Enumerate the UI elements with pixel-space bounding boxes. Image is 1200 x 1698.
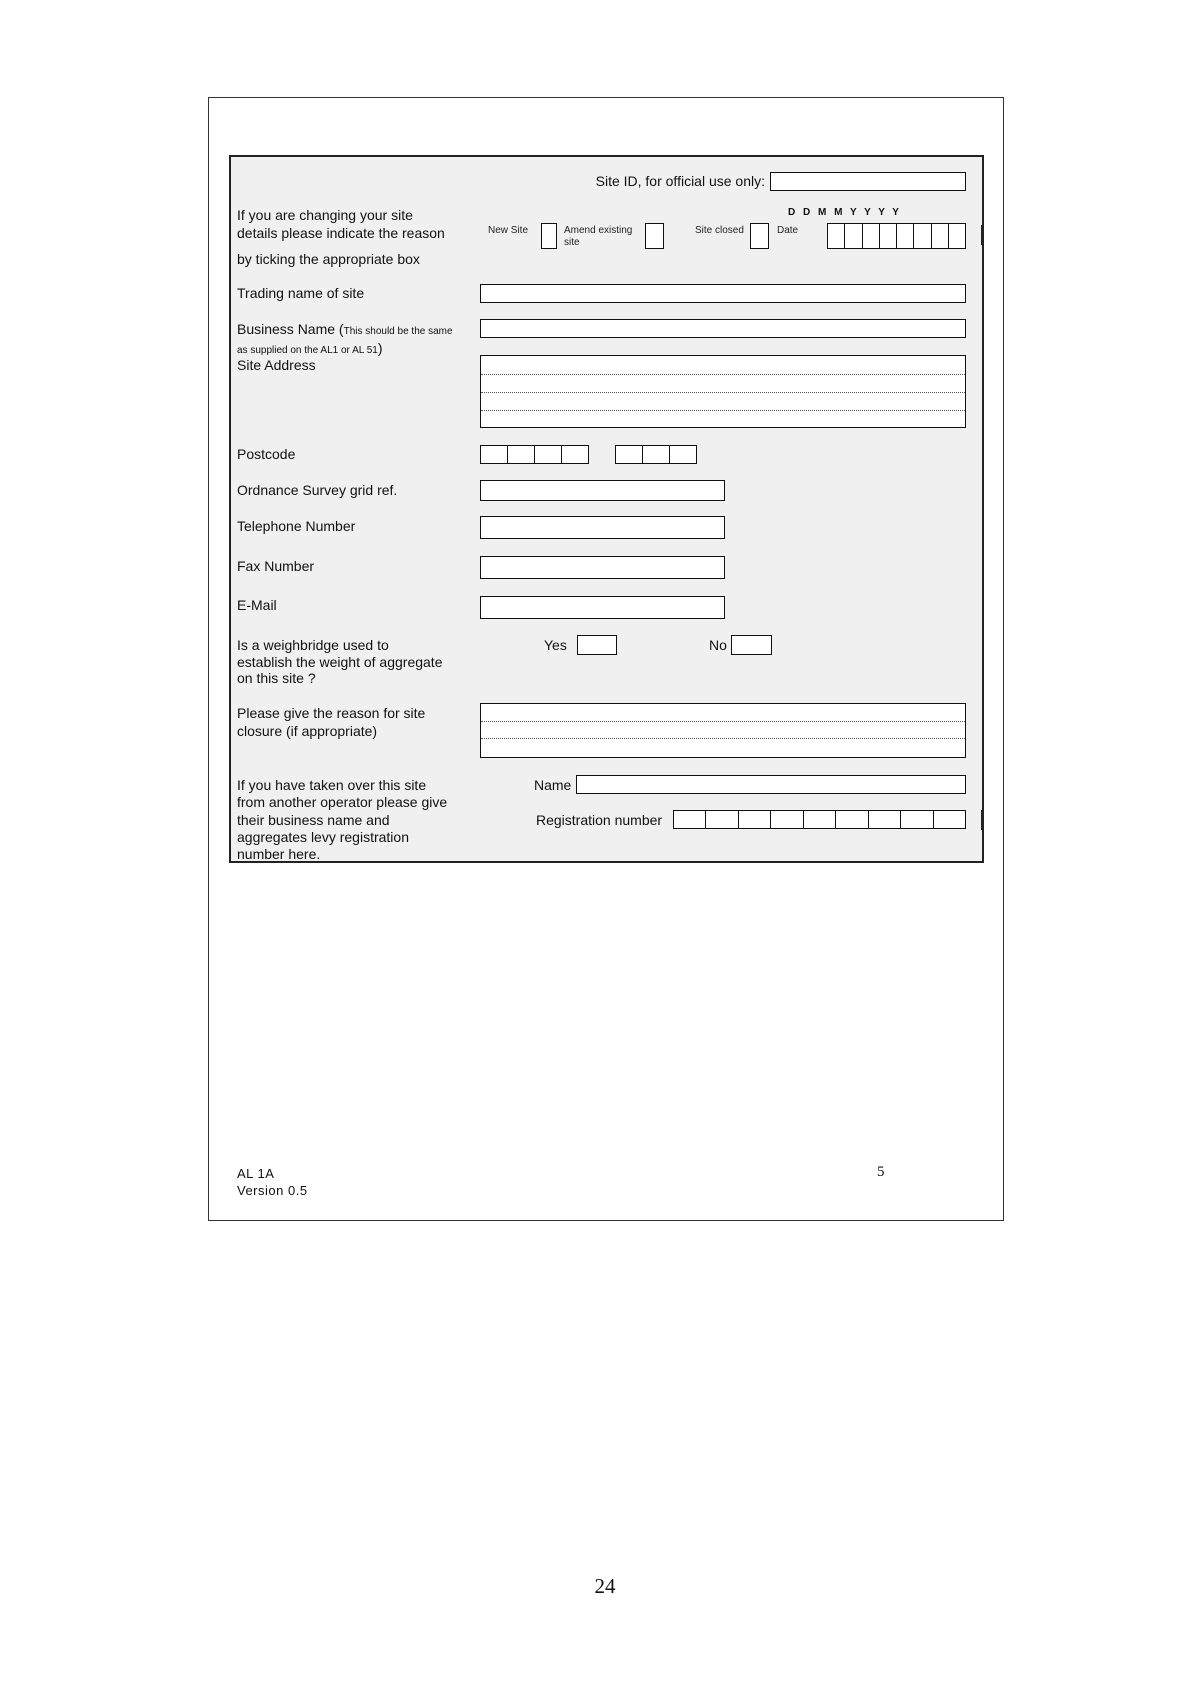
site-id-label: Site ID, for official use only:: [595, 173, 765, 189]
closure-label-line2: closure (if appropriate): [237, 723, 378, 739]
postcode-label: Postcode: [237, 446, 296, 462]
edge-mark: [981, 225, 983, 245]
form-code: AL 1A: [237, 1166, 275, 1181]
site-id-field[interactable]: [770, 172, 966, 191]
fax-label: Fax Number: [237, 558, 315, 574]
inner-page-number: 5: [877, 1164, 885, 1180]
fax-field[interactable]: [480, 556, 725, 579]
change-label-line3: by ticking the appropriate box: [237, 251, 420, 267]
postcode-outward-field[interactable]: [480, 445, 589, 464]
postcode-inward-field[interactable]: [615, 445, 697, 464]
form-version: Version 0.5: [237, 1183, 308, 1198]
amend-site-label-line2: site: [564, 237, 580, 248]
weighbridge-label-line1: Is a weighbridge used to: [237, 637, 389, 653]
amend-site-label-line1: Amend existing: [564, 225, 633, 236]
takeover-label-line3: their business name and: [237, 812, 390, 828]
weighbridge-yes-label: Yes: [544, 637, 567, 653]
weighbridge-yes-checkbox[interactable]: [577, 635, 617, 655]
takeover-label-line1: If you have taken over this site: [237, 777, 427, 793]
trading-name-label: Trading name of site: [237, 285, 365, 301]
date-label: Date: [777, 225, 799, 236]
closure-label-line1: Please give the reason for site: [237, 705, 426, 721]
telephone-label: Telephone Number: [237, 518, 356, 534]
site-address-field[interactable]: [480, 355, 966, 428]
os-grid-ref-label: Ordnance Survey grid ref.: [237, 482, 398, 498]
email-field[interactable]: [480, 596, 725, 619]
takeover-label-line2: from another operator please give: [237, 794, 448, 810]
registration-number-field[interactable]: [673, 810, 966, 829]
date-format-hint: D D M M Y Y Y Y: [788, 207, 902, 218]
site-closed-date-field[interactable]: [827, 223, 966, 249]
previous-operator-name-field[interactable]: [576, 775, 966, 794]
weighbridge-no-checkbox[interactable]: [731, 635, 772, 655]
registration-number-label: Registration number: [536, 812, 663, 828]
takeover-label-line4: aggregates levy registration: [237, 829, 409, 845]
previous-operator-name-label: Name: [534, 777, 572, 793]
email-label: E-Mail: [237, 597, 277, 613]
telephone-field[interactable]: [480, 516, 725, 539]
change-label-line1: If you are changing your site: [237, 207, 413, 223]
weighbridge-label-line2: establish the weight of aggregate: [237, 654, 443, 670]
new-site-label: New Site: [488, 225, 529, 236]
trading-name-field[interactable]: [480, 284, 966, 303]
os-grid-ref-field[interactable]: [480, 480, 725, 501]
edge-mark: [981, 810, 983, 830]
weighbridge-label-line3: on this site ?: [237, 670, 316, 686]
site-closed-label: Site closed: [695, 225, 744, 236]
site-address-label: Site Address: [237, 357, 316, 373]
site-closed-checkbox[interactable]: [750, 223, 769, 249]
new-site-checkbox[interactable]: [541, 223, 557, 249]
business-name-close: ): [377, 340, 383, 356]
business-name-label: [237, 320, 477, 341]
business-name-note-a: This should be the same: [343, 326, 453, 337]
closure-reason-field[interactable]: [480, 703, 966, 758]
business-name-note-b: as supplied on the AL1 or AL 51: [237, 345, 378, 356]
amend-site-checkbox[interactable]: [645, 223, 664, 249]
business-name-field[interactable]: [480, 319, 966, 338]
business-name-text: Business Name (: [237, 321, 344, 337]
takeover-label-line5: number here.: [237, 846, 321, 862]
page-number: 24: [594, 1574, 616, 1598]
change-label-line2: details please indicate the reason: [237, 225, 445, 241]
weighbridge-no-label: No: [709, 637, 727, 653]
